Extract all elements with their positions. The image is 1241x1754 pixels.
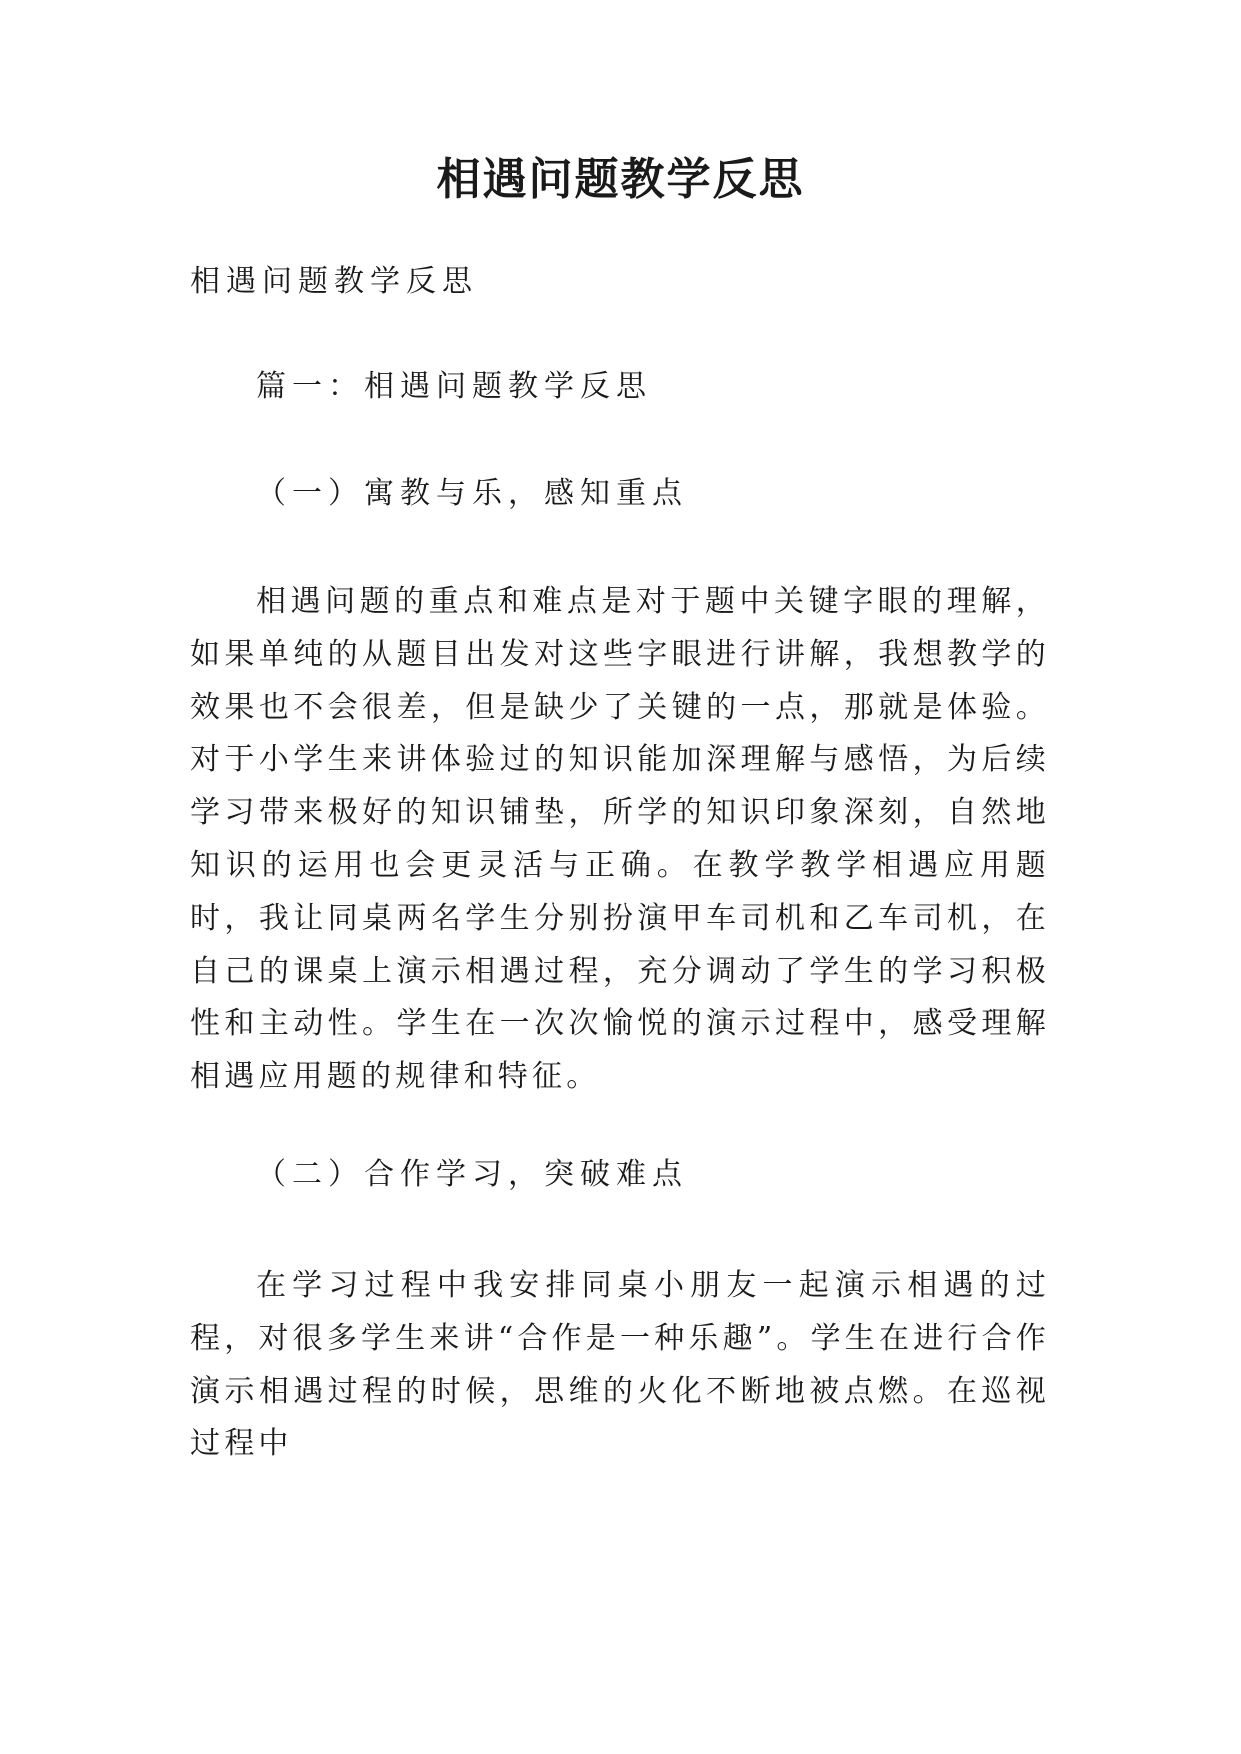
part1-paragraph: 相遇问题的重点和难点是对于题中关键字眼的理解，如果单纯的从题目出发对这些字眼进行讲解，我想教学的效果也不会很差，但是缺少了关键的一点，那就是体验。对于小学生来讲体验过的知识能加深理解与感悟，为后续学习带来极好的知识铺垫，所学的知识印象深刻，自然地知识的运用也会更灵活与正确。在教学教学相遇应用题时，我让同桌两名学生分别扮演甲车司机和乙车司机，在自己的课桌上演示相遇过程，充分调动了学生的学习积极性和主动性。学生在一次次愉悦的演示过程中，感受理解相遇应用题的规律和特征。: [190, 584, 1050, 1095]
section-heading: 篇一：相遇问题教学反思: [256, 369, 652, 404]
part2-paragraph: 在学习过程中我安排同桌小朋友一起演示相遇的过程，对很多学生来讲“合作是一种乐趣”。学生在进行合作演示相遇过程的时候，思维的火化不断地被点燃。在巡视过程中: [190, 1268, 1050, 1462]
document-subtitle: 相遇问题教学反思: [190, 264, 478, 299]
part2-heading: （二）合作学习，突破难点: [256, 1157, 688, 1192]
part1-heading: （一）寓教与乐，感知重点: [256, 476, 688, 511]
document-title: 相遇问题教学反思: [436, 154, 805, 205]
